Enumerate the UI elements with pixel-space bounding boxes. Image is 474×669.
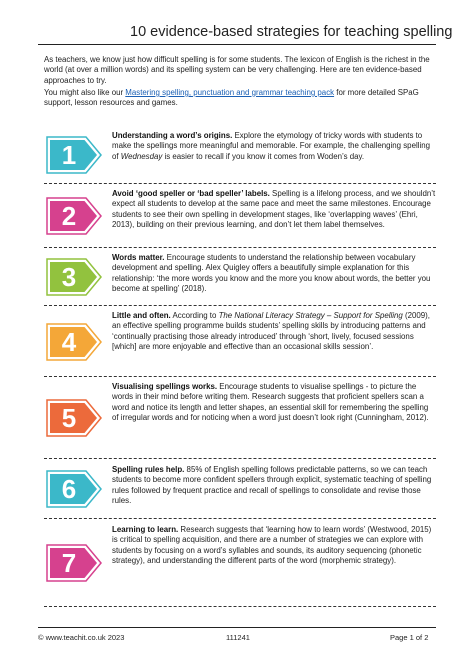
footer-resource-code: 111241	[226, 633, 250, 642]
strategy-body: Research suggests that ‘learning how to learn words’ (Westwood, 2015) is critical to spelling acquisition, and there are a number of strategies we can explore with students by focusing on a word’s syllables and sounds, its auditory sequencing (phonetic strategy), and understanding the different parts of the word (morphemic strategy).	[112, 525, 432, 565]
strategy-text	[112, 525, 436, 566]
number-arrow-badge	[46, 399, 102, 437]
strategy-row	[44, 184, 436, 248]
strategy-row	[44, 248, 436, 306]
number-arrow-badge	[46, 258, 102, 296]
strategy-body: Encourage students to visualise spellings - to picture the words in their mind before writing them. Research suggests that proficient spellers scan a word and notice its length and letter shapes, an essential skill for remembering the spelling of irregular words and for noticing when a word just doesn’t look right (Cunningham, 2012).	[112, 382, 429, 422]
strategy-row	[44, 306, 436, 377]
strategy-heading: Spelling rules help.	[112, 465, 185, 474]
strategy-number: 3	[61, 261, 77, 292]
strategy-text	[112, 131, 436, 162]
strategy-body: 85% of English spelling follows predictable patterns, so we can teach students to become more confident spellers through explicit, systematic teaching of spelling rules followed by frequent practice and recall of spellings to consolidate and revise those rules.	[112, 465, 432, 505]
number-arrow-badge	[46, 197, 102, 235]
footer-page-number: Page 1 of 2	[390, 633, 429, 642]
strategy-number: 6	[61, 473, 77, 504]
strategy-row	[44, 459, 436, 519]
strategy-number: 1	[61, 139, 77, 170]
strategy-heading: Learning to learn.	[112, 525, 179, 534]
strategy-heading: Avoid ‘good speller or ‘bad speller’ labels.	[112, 189, 270, 198]
strategy-text	[112, 189, 436, 230]
strategy-body-continued: is easier to recall if you know it comes from Woden’s day.	[162, 151, 365, 161]
strategy-text	[112, 465, 436, 506]
strategy-body: According to	[170, 311, 219, 320]
strategy-row	[44, 519, 436, 607]
page-title: 10 evidence-based strategies for teaching spelling	[130, 24, 453, 40]
strategy-heading: Understanding a word’s origins.	[112, 131, 233, 140]
strategy-body: Encourage students to understand the relationship between vocabulary development and spelling. Alex Quigley offers a beautifully simple explanation for this relationship: ‘the more words you know and the more you know about words, the better you become at spelling’ (2018).	[112, 253, 431, 293]
strategy-text	[112, 382, 436, 423]
strategy-number: 4	[61, 326, 77, 357]
strategy-list	[44, 126, 436, 607]
intro-related-paragraph	[44, 88, 436, 109]
strategy-row	[44, 126, 436, 184]
footer-copyright: © www.teachit.co.uk 2023	[38, 633, 125, 642]
strategy-text	[112, 311, 436, 352]
strategy-italic-title: The National Literacy Strategy – Support for Spelling	[218, 311, 403, 320]
intro	[44, 55, 436, 110]
strategy-text	[112, 253, 436, 294]
strategy-heading: Visualising spellings works.	[112, 382, 218, 391]
title-divider	[38, 44, 436, 45]
intro-text-after: for more detailed SPaG support, lesson resources and games.	[44, 87, 419, 108]
intro-text-before: You might also like our	[44, 87, 126, 97]
strategy-body: Explore the etymology of tricky words with students to make the spellings more meaningful and memorable. For example, the challenging spelling of	[112, 131, 430, 161]
strategy-row	[44, 377, 436, 459]
strategy-number: 2	[61, 200, 77, 231]
strategy-number: 5	[61, 402, 77, 433]
strategy-italic-title: Wednesday	[120, 151, 163, 161]
intro-paragraph: As teachers, we know just how difficult spelling is for some students. The lexicon of English is the richest in the world (at over a million words) and its spelling system can be very challenging. Here are ten evidence-based approaches to try.	[44, 55, 430, 85]
number-arrow-badge	[46, 470, 102, 508]
strategy-body: Spelling is a lifelong process, and we shouldn’t expect all students to develop at the same pace and meet the same milestones. Encourage students to see their own spelling in development stages, like ‘overlapping waves’ (Ehri, 2013), building on their previous learning, and don’t let them label themselves.	[112, 189, 436, 229]
strategy-heading: Words matter.	[112, 253, 165, 262]
number-arrow-badge	[46, 323, 102, 361]
footer-divider	[38, 627, 436, 628]
strategy-number: 7	[61, 547, 77, 578]
number-arrow-badge	[46, 544, 102, 582]
strategy-heading: Little and often.	[112, 311, 171, 320]
strategy-body-continued: (2009), an effective spelling programme builds students’ spelling skills by introducing patterns and ‘continually practising those already introduced’ through ‘short, lively, focused sessions [which] are more enjoyable and effective than an occasional skills session’.	[112, 311, 430, 351]
teaching-pack-link[interactable]: Mastering spelling, punctuation and grammar teaching pack	[125, 87, 335, 97]
number-arrow-badge	[46, 136, 102, 174]
